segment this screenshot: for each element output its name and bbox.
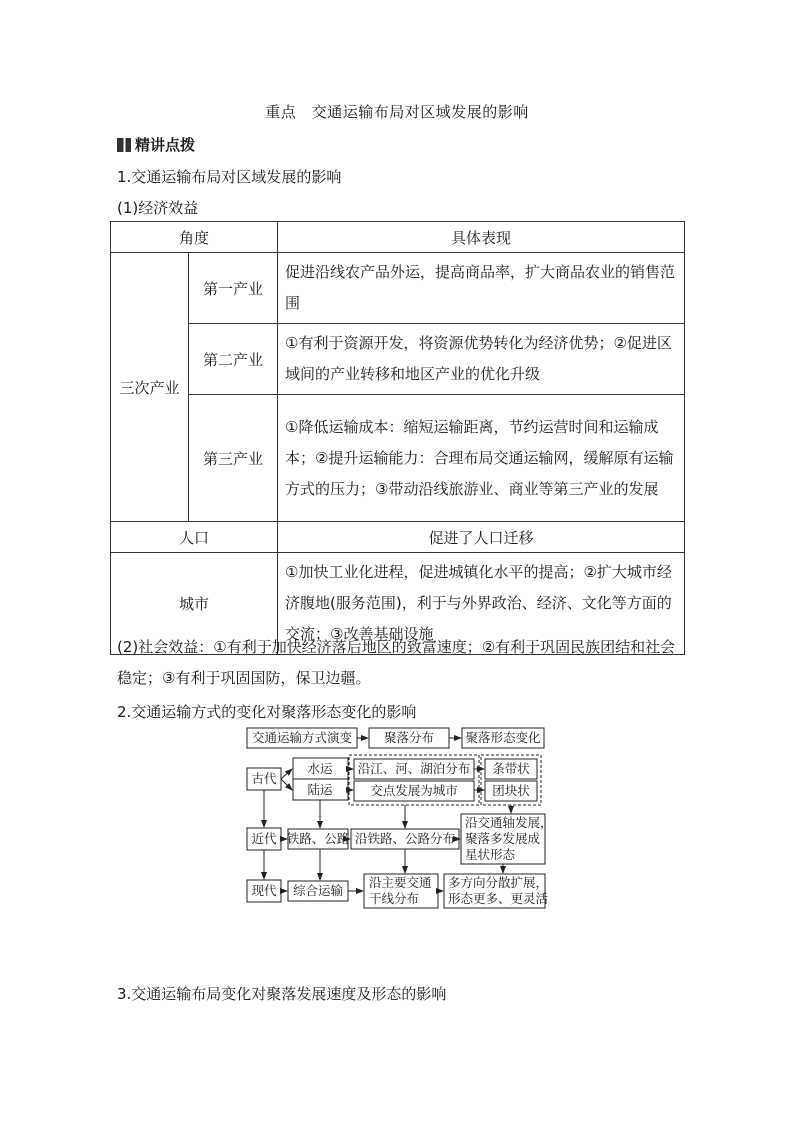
diagram-ancient-form-1: 团块状 (492, 783, 530, 798)
row-text: ①降低运输成本：缩短运输距离，节约运营时间和运输成本；②提升运输能力：合理布局交通运输网，缓解原有运输方式的压力；③带动沿线旅游业、商业等第三产业的发展 (278, 395, 685, 522)
header-angle: 角度 (111, 222, 278, 253)
row-label: 城市 (111, 553, 278, 655)
box-rail-road (288, 829, 348, 849)
row-label: 第二产业 (189, 324, 278, 395)
box-settlement-form-change (462, 728, 544, 748)
box-cluster-form (485, 781, 537, 801)
diagram-top-1: 聚落分布 (383, 730, 435, 745)
diagram-modern-form-2: 星状形态 (465, 847, 516, 862)
row-text: 促进了人口迁移 (278, 522, 685, 553)
heading-3: 3.交通运输布局变化对聚落发展速度及形态的影响 (117, 985, 447, 1003)
diagram-ancient-form-0: 条带状 (492, 761, 530, 776)
diagram-current-form-1: 形态更多、更灵活 (448, 891, 549, 906)
box-star-form (461, 814, 545, 864)
subheading-economic: (1)经济效益 (117, 199, 199, 217)
table-row (111, 522, 685, 553)
diagram-ancient-mode-0: 水运 (307, 761, 333, 776)
social-benefits-paragraph: (2)社会效益：①有利于加快经济落后地区的致富速度；②有利于巩固民族团结和社会稳定；③有利于巩固国防，保卫边疆。 (117, 638, 676, 687)
diagram-ancient-dist-0: 沿江、河、湖泊分布 (357, 761, 471, 776)
box-ancient-modes (293, 758, 348, 800)
table-row (111, 395, 685, 522)
heading-1: 1.交通运输布局对区域发展的影响 (117, 168, 342, 186)
diagram-modern-mode: 铁路、公路 (286, 831, 350, 846)
diagram-modern-dist: 沿铁路、公路分布 (354, 831, 456, 846)
diagram-modern-form-0: 沿交通轴发展， (465, 815, 553, 830)
diagram-current-dist-1: 干线分布 (369, 891, 420, 906)
box-junction-cities (354, 781, 474, 801)
diagram-era-1: 近代 (251, 831, 277, 846)
box-settlement-distribution (369, 728, 449, 748)
box-along-rivers (354, 759, 474, 779)
box-era-current (247, 880, 281, 902)
diagram-modern-form-1: 聚落多发展成 (465, 831, 541, 846)
diagram-ancient-dist-1: 交点发展为城市 (370, 783, 458, 798)
box-era-modern (247, 828, 281, 850)
box-along-rail-road (351, 829, 459, 849)
box-along-main-lines (364, 874, 438, 908)
diagram-current-form-0: 多方向分散扩展， (448, 875, 549, 890)
page-title: 重点 交通运输布局对区域发展的影响 (265, 103, 529, 121)
section-marker-icon (117, 138, 131, 152)
row-label: 第一产业 (189, 253, 278, 324)
group-label-industries: 三次产业 (111, 253, 189, 522)
box-strip-form (485, 759, 537, 779)
heading-2: 2.交通运输方式的变化对聚落形态变化的影响 (117, 703, 417, 721)
row-label: 第三产业 (189, 395, 278, 522)
row-text: 促进沿线农产品外运，提高商品率，扩大商品农业的销售范围 (278, 253, 685, 324)
section-heading (117, 134, 195, 155)
section-heading-label: 精讲点拨 (135, 136, 196, 154)
diagram-top-2: 聚落形态变化 (465, 730, 541, 745)
diagram-current-dist-0: 沿主要交通 (369, 875, 432, 890)
row-text: ①有利于资源开发，将资源优势转化为经济优势；②促进区域间的产业转移和地区产业的优化升级 (278, 324, 685, 395)
diagram-era-0: 古代 (251, 771, 277, 786)
table-row (111, 253, 685, 324)
box-scattered-expansion (444, 874, 545, 908)
row-text: ①加快工业化进程，促进城镇化水平的提高；②扩大城市经济腹地(服务范围)，利于与外界政治、经济、文化等方面的交流；③改善基础设施 (278, 553, 685, 655)
economic-effects-table (110, 221, 685, 655)
diagram-top-0: 交通运输方式演变 (251, 730, 353, 745)
row-label: 人口 (111, 522, 278, 553)
diagram-ancient-mode-1: 陆运 (307, 782, 333, 797)
table-header-row (111, 222, 685, 253)
box-era-ancient (247, 768, 281, 790)
box-integrated-transport (288, 881, 348, 901)
box-transport-evolution (247, 728, 357, 748)
table-row (111, 324, 685, 395)
header-details: 具体表现 (278, 222, 685, 253)
diagram-current-mode: 综合运输 (292, 883, 344, 898)
diagram-era-2: 现代 (251, 883, 277, 898)
